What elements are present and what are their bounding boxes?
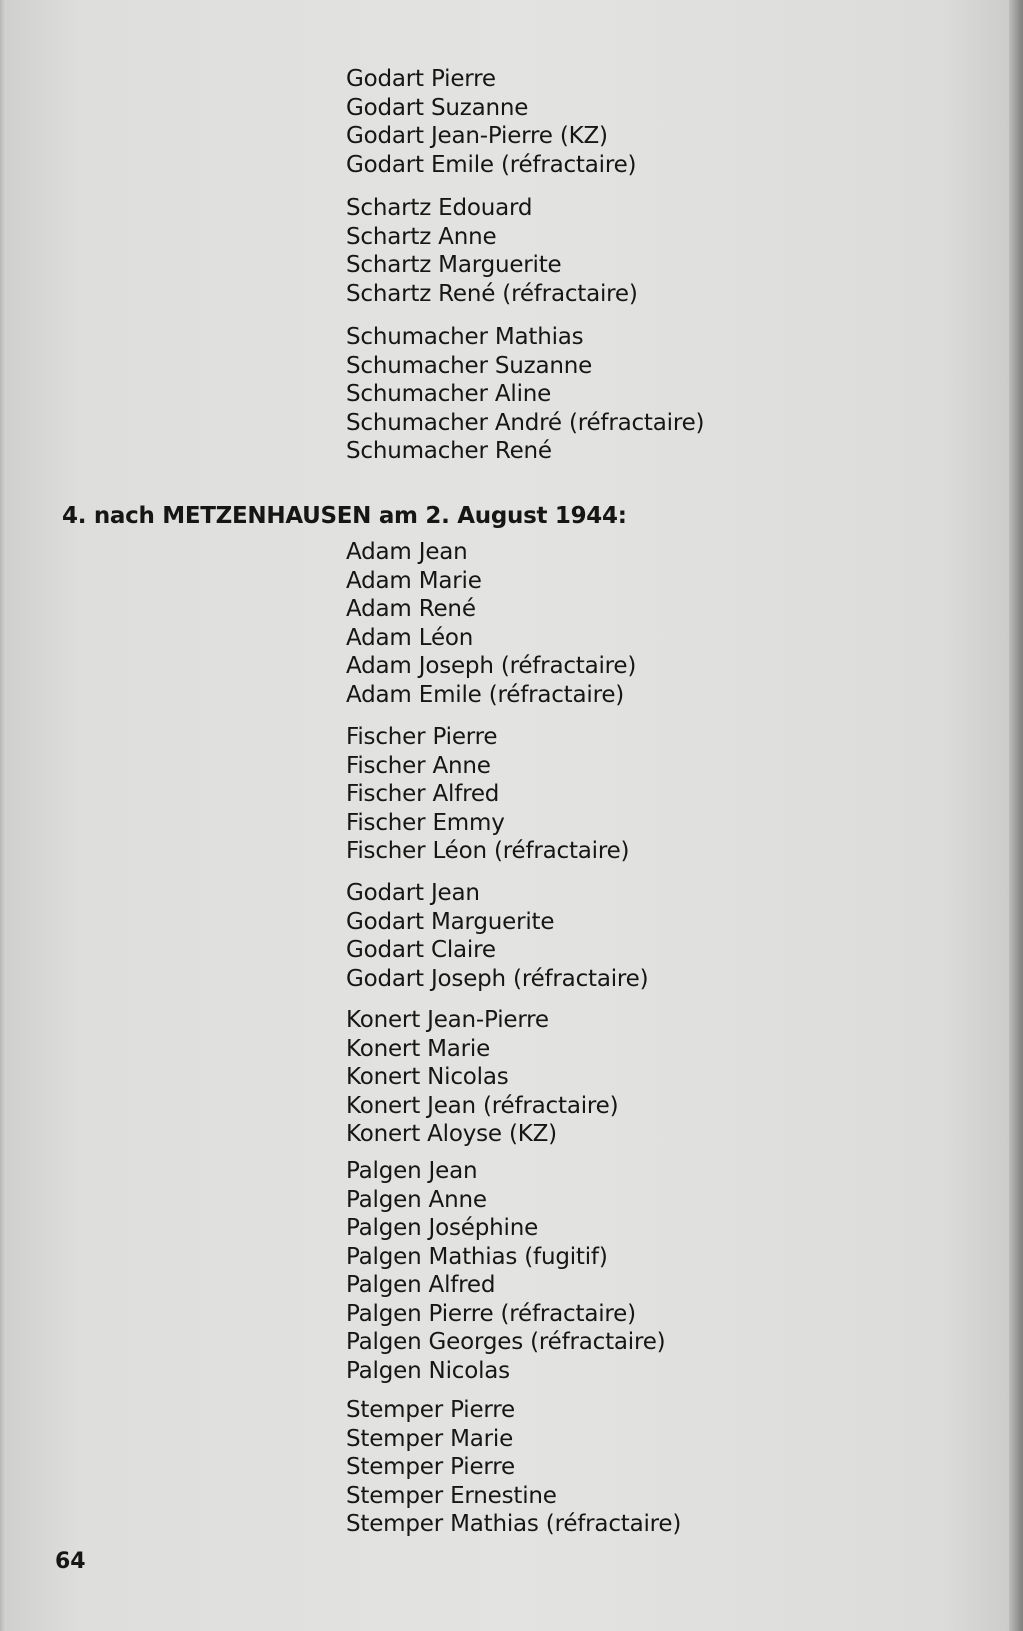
person-name: Konert Jean-Pierre xyxy=(346,1007,549,1033)
family-group-stemper xyxy=(346,1396,681,1539)
family-group-schumacher xyxy=(346,323,704,466)
person-name: Schartz Edouard xyxy=(346,195,533,221)
person-name: Fischer Pierre xyxy=(346,724,498,750)
person-name: Palgen Alfred xyxy=(346,1272,496,1298)
person-name: Schumacher Aline xyxy=(346,381,552,407)
person-name: Stemper Ernestine xyxy=(346,1482,557,1509)
person-name: Adam Joseph (réfractaire) xyxy=(346,653,637,679)
family-group-palgen xyxy=(346,1157,665,1385)
person-name: Godart Jean-Pierre (KZ) xyxy=(346,123,608,149)
person-name: Konert Marie xyxy=(346,1035,491,1062)
page-number: 64 xyxy=(55,1549,86,1574)
person-name: Konert Nicolas xyxy=(346,1064,509,1090)
person-name: Adam Marie xyxy=(346,567,482,594)
person-name: Palgen Jean xyxy=(346,1158,478,1184)
person-name: Palgen Georges (réfractaire) xyxy=(346,1329,666,1355)
person-name: Stemper Mathias (réfractaire) xyxy=(346,1511,682,1537)
page-edge-right xyxy=(1009,0,1023,1631)
person-name: Schartz Anne xyxy=(346,223,497,250)
person-name: Stemper Marie xyxy=(346,1425,514,1452)
person-name: Palgen Joséphine xyxy=(346,1215,539,1241)
section-heading: 4. nach METZENHAUSEN am 2. August 1944: xyxy=(62,503,627,529)
family-group-fischer xyxy=(346,723,629,866)
person-name: Fischer Léon (réfractaire) xyxy=(346,838,630,864)
family-group-konert xyxy=(346,1006,618,1149)
person-name: Schumacher Mathias xyxy=(346,324,584,350)
person-name: Palgen Anne xyxy=(346,1186,487,1213)
family-group-godart-2 xyxy=(346,879,648,993)
person-name: Schumacher Suzanne xyxy=(346,352,593,379)
person-name: Adam René xyxy=(346,596,476,622)
person-name: Fischer Anne xyxy=(346,752,491,779)
person-name: Stemper Pierre xyxy=(346,1397,515,1423)
person-name: Godart Suzanne xyxy=(346,94,529,121)
family-group-schartz xyxy=(346,194,638,308)
person-name: Fischer Emmy xyxy=(346,809,505,836)
person-name: Godart Claire xyxy=(346,937,496,963)
page-edge-left xyxy=(0,0,6,1631)
person-name: Schartz Marguerite xyxy=(346,252,562,278)
person-name: Godart Pierre xyxy=(346,66,496,92)
person-name: Palgen Mathias (fugitif) xyxy=(346,1243,608,1270)
person-name: Schartz René (réfractaire) xyxy=(346,280,638,307)
person-name: Adam Jean xyxy=(346,539,468,565)
person-name: Godart Marguerite xyxy=(346,908,555,935)
family-group-adam xyxy=(346,538,636,709)
person-name: Adam Léon xyxy=(346,624,474,651)
person-name: Godart Joseph (réfractaire) xyxy=(346,965,649,992)
person-name: Godart Jean xyxy=(346,880,480,906)
family-group-godart-1 xyxy=(346,65,636,179)
person-name: Schumacher René xyxy=(346,438,552,464)
person-name: Palgen Nicolas xyxy=(346,1357,510,1384)
person-name: Stemper Pierre xyxy=(346,1454,515,1480)
person-name: Adam Emile (réfractaire) xyxy=(346,681,625,708)
person-name: Schumacher André (réfractaire) xyxy=(346,409,705,436)
person-name: Palgen Pierre (réfractaire) xyxy=(346,1300,636,1327)
person-name: Godart Emile (réfractaire) xyxy=(346,151,637,178)
person-name: Konert Jean (réfractaire) xyxy=(346,1092,619,1119)
person-name: Konert Aloyse (KZ) xyxy=(346,1121,557,1147)
person-name: Fischer Alfred xyxy=(346,781,500,807)
